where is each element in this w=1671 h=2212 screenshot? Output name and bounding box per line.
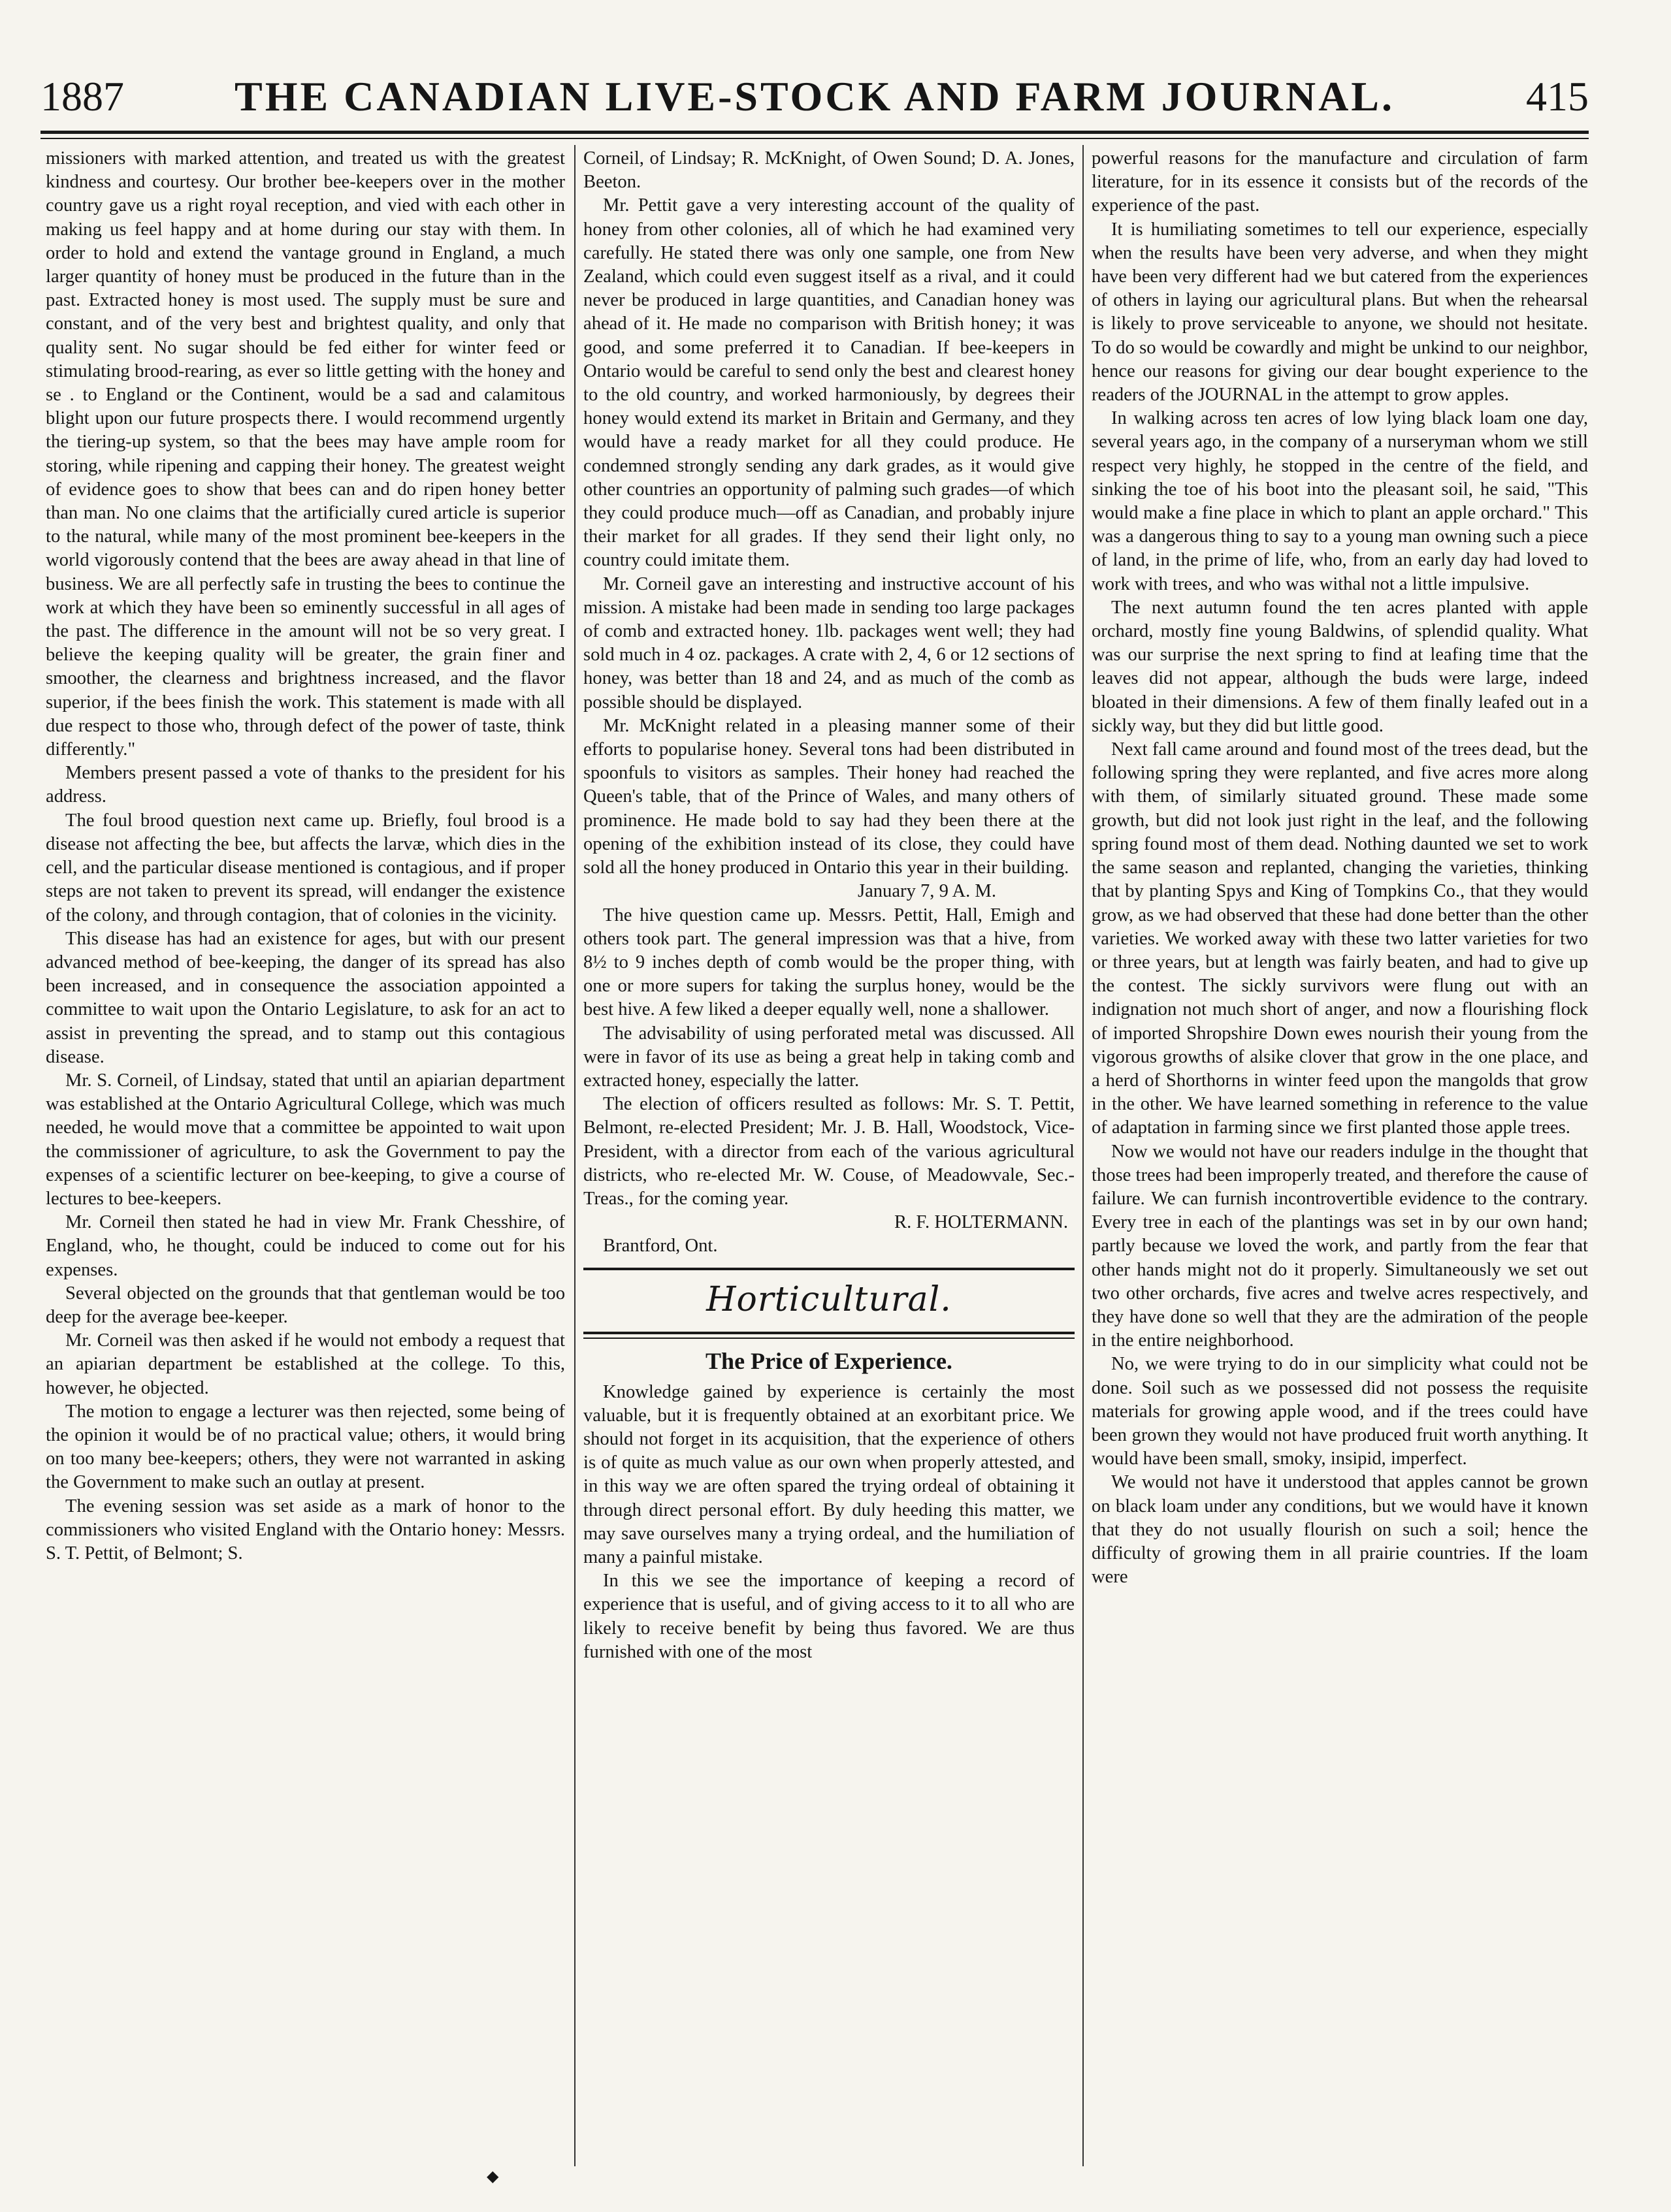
date-line: January 7, 9 A. M. (857, 881, 996, 902)
paragraph: powerful reasons for the manufacture and circulation of farm literature, for in its essence it consists but of the records of the experience of the past. (1092, 148, 1588, 216)
column-2 (583, 147, 1075, 2168)
paragraph: Mr. Corneil was then asked if he would not embody a request that an apiarian department be established at the college. To this, however, he objected. (46, 1330, 565, 1398)
paragraph: Mr. Pettit gave a very interesting account of the quality of honey from other colonies, all of which he had examined very carefully. He stated there was only one sample, one from New Zealand, which could even suggest itself as a rival, and it could never be produced in large quantities, and Canadian honey was ahead of it. He made no comparison with British honey; it was good, and some preferred it to Canadian. If bee-keepers in Ontario would be careful to send only the best and clearest honey to the old country, and worked harmoniously, by degrees their honey would extend its market in Britain and Germany, and they would have a ready market for all they could produce. He condemned strongly sending any dark grades, as it would give other countries an opportunity of palming such grades—of which they could produce much—off as Canadian, and probably injure their market for all grades. If they send their light only, no country could imitate them. (583, 195, 1075, 571)
paragraph: No, we were trying to do in our simplicity what could not be done. Soil such as we possessed did not possess the requisite materials for growing apple wood, and if the trees could have been grown they would not have produced fruit worth anything. It would have been small, smoky, insipid, imperfect. (1092, 1354, 1588, 1469)
author-signature: R. F. HOLTERMANN. (894, 1212, 1068, 1233)
footer-ornament: ◆ (487, 2168, 499, 2185)
paragraph: Mr. Corneil then stated he had in view Mr. Frank Chesshire, of England, who, he thought, could be induced to come out for his expenses. (46, 1212, 565, 1280)
column-separator (574, 145, 576, 2166)
paragraph: Several objected on the grounds that that gentleman would be too deep for the average bee-keeper. (46, 1283, 565, 1327)
header-rule-heavy (41, 131, 1589, 134)
paragraph: Now we would not have our readers indulge in the thought that those trees had been improperly treated, and therefore the cause of failure. We can furnish incontrovertible evidence to the contrary. Every tree in each of the plantings was set in by our own hand; partly because we loved the work, and partly from the fear that other hands might not do it properly. Simultaneously we set out two other orchards, five acres and twelve acres respectively, and they have done so well that they are the admiration of the people in the entire neighborhood. (1092, 1141, 1588, 1351)
page-number: 415 (1526, 73, 1589, 120)
section-rule-heavy (583, 1268, 1075, 1270)
paragraph: The advisability of using perforated metal was discussed. All were in favor of its use as being a great help in taking comb and extracted honey, especially the latter. (583, 1023, 1075, 1091)
column-separator (1082, 145, 1084, 2166)
header-rule-thin (41, 138, 1589, 139)
paragraph: The evening session was set aside as a mark of honor to the commissioners who visited England with the Ontario honey: Messrs. S. T. Pettit, of Belmont; S. (46, 1496, 565, 1563)
page-header (41, 71, 1589, 136)
column-3 (1092, 147, 1588, 2168)
paragraph: missioners with marked attention, and treated us with the greatest kindness and courtesy. Our brother bee-keepers over in the mother country gave us a right royal reception, and vied with each other in making us feel happy and at home during our stay with them. In order to hold and extend the vantage ground in England, a much larger quantity of honey must be produced in the future than in the past. Extracted honey is most used. The supply must be sure and constant, and of the very best and brightest quality, and only that quality sent. No sugar should be fed either for winter feed or stimulating brood-rearing, as ever so little getting with the honey and se . to England or the Continent, would be a sad and calamitous blight upon our future prospects there. I would recommend urgently the tiering-up system, so that the bees may have ample room for storing, while ripening and capping their honey. The greatest weight of evidence goes to show that bees can and do ripen honey better than man. No one claims that the artificially cured article is superior to the natural, while many of the most prominent bee-keepers in the world vigorously contend that the bees are away ahead in that line of business. We are all perfectly safe in trusting the bees to continue the work at which they have been so eminently successful in all ages of the past. The difference in the amount will not be so very great. I believe the keeping quality will be greater, the grain finer and smoother, the clearness and brightness increased, and the flavor superior, if the bees finish the work. This statement is made with all due respect to those who, through defect of the power of taste, think differently." (46, 148, 565, 760)
paragraph: The election of officers resulted as follows: Mr. S. T. Pettit, Belmont, re-elected President; Mr. J. B. Hall, Woodstock, Vice-President, with a director from each of the various agricultural districts, who re-elected Mr. W. Couse, of Meadowvale, Sec.-Treas., for the coming year. (583, 1094, 1075, 1209)
section-rule-heavy (583, 1332, 1075, 1334)
paragraph: Members present passed a vote of thanks to the president for his address. (46, 763, 565, 807)
header-year: 1887 (41, 73, 124, 120)
paragraph: We would not have it understood that apples cannot be grown on black loam under any conditions, but we would have it known that they do not usually flourish on such a soil; hence the difficulty of growing them in all prairie countries. If the loam were (1092, 1472, 1588, 1588)
paragraph: The next autumn found the ten acres planted with apple orchard, mostly fine young Baldwins, of splendid quality. What was our surprise the next spring to find at leafing time that the leaves did not appear, although the buds were large, indeed bloated in their dimensions. A few of them finally leafed out in a sickly way, but they did but little good. (1092, 597, 1588, 736)
section-rule-thin (583, 1338, 1075, 1339)
article-title: The Price of Experience. (706, 1347, 952, 1374)
paragraph: The foul brood question next came up. Briefly, foul brood is a disease not affecting the bee, but affects the larvæ, which dies in the cell, and the particular disease mentioned is contagious, and if proper steps are not taken to prevent its spread, will endanger the existence of the colony, and through contagion, that of colonies in the vicinity. (46, 810, 565, 925)
paragraph: The motion to engage a lecturer was then rejected, some being of the opinion it would be of no practical value; others, it would bring on too many bee-keepers; others, they were not warranted in asking the Government to make such an outlay at present. (46, 1401, 565, 1493)
paragraph: Mr. Corneil gave an interesting and instructive account of his mission. A mistake had been made in sending too large packages of comb and extracted honey. 1lb. packages went well; they had sold much in 4 oz. packages. A crate with 2, 4, 6 or 12 sections of honey, was better than 18 and 24, and as much of the comb as possible should be displayed. (583, 573, 1075, 713)
paragraph: In walking across ten acres of low lying black loam one day, several years ago, in the company of a nurseryman whom we still respect very highly, he stopped in the centre of the field, and sinking the toe of his boot into the pleasant soil, he said, "This would make a fine place in which to plant an apple orchard." This was a dangerous thing to say to a young man owning such a piece of land, in the prime of life, who, from an early day had loved to work with trees, and who was withal not a little impulsive. (1092, 408, 1588, 594)
journal-title: THE CANADIAN LIVE-STOCK AND FARM JOURNAL. (235, 73, 1395, 120)
paragraph: Corneil, of Lindsay; R. McKnight, of Owen Sound; D. A. Jones, Beeton. (583, 148, 1075, 193)
paragraph: Mr. McKnight related in a pleasing manner some of their efforts to popularise honey. Several tons had been distributed in spoonfuls to visitors as samples. Their honey had reached the Queen's table, that of the Prince of Wales, and many others of prominence. He made bold to say had they been there at the opening of the exhibition instead of its close, they could have sold all the honey produced in Ontario this year in their building. (583, 715, 1075, 878)
paragraph: This disease has had an existence for ages, but with our present advanced method of bee-keeping, the danger of its spread has also been increased, and in consequence the association appointed a committee to wait upon the Ontario Legislature, to ask for an act to assist in preventing the spread, and to stamp out this contagious disease. (46, 928, 565, 1067)
paragraph: Knowledge gained by experience is certainly the most valuable, but it is frequently obtained at an exorbitant price. We should not forget in its acquisition, that the experience of others is of quite as much value as our own when properly attested, and in this way we are often spared the trying ordeal of obtaining it through direct personal effort. By duly heeding this matter, we may save ourselves many a trying ordeal, and the humiliation of many a painful mistake. (583, 1381, 1075, 1567)
paragraph: It is humiliating sometimes to tell our experience, especially when the results have been very adverse, and when they might have been very different had we but catered from the experiences of others in laying our agricultural plans. But when the rehearsal is likely to prove serviceable to anyone, we should not hesitate. To do so would be cowardly and might be unkind to our neighbor, hence our reasons for giving our dear bought experience to the readers of the JOURNAL in the attempt to grow apples. (1092, 219, 1588, 406)
paragraph: In this we see the importance of keeping a record of experience that is useful, and of giving access to it to all who are likely to receive benefit by being thus favored. We are thus furnished with one of the most (583, 1571, 1075, 1662)
section-title: Horticultural. (706, 1279, 952, 1319)
author-location: Brantford, Ont. (603, 1236, 718, 1257)
paragraph: Mr. S. Corneil, of Lindsay, stated that until an apiarian department was established at the Ontario Agricultural College, which was much needed, he would move that a committee be appointed to wait upon the commissioner of agriculture, to ask the Government to pay the expenses of a scientific lecturer on bee-keeping, to give a course of lectures to bee-keepers. (46, 1070, 565, 1209)
column-1 (46, 147, 565, 2168)
paragraph: Next fall came around and found most of the trees dead, but the following spring they were replanted, and five acres more along with them, of similarly situated ground. These made some growth, but did not look just right in the leaf, and the following spring found most of them dead. Nothing daunted we set to work the same season and replanted, changing the varieties, thinking that by planting Spys and King of Tompkins Co., that they would grow, as we had observed that these had done better than the other varieties. We worked away with these two latter varieties for two or three years, but at length was fairly beaten, and had to give up the contest. The sickly survivors were flung out with an indignation not much short of anger, and now a flourishing flock of imported Shropshire Down ewes nourish their young from the vigorous growths of alsike clover that grow in the one place, and a herd of Shorthorns in winter feed upon the mangolds that grow in the other. We have learned something in reference to the value of adaptation in farming since we first planted those apple trees. (1092, 739, 1588, 1138)
paragraph: The hive question came up. Messrs. Pettit, Hall, Emigh and others took part. The general impression was that a hive, from 8½ to 9 inches depth of comb would be the proper thing, with one or more supers for taking the surplus honey, would be the best hive. A few liked a deeper equally well, none a shallower. (583, 905, 1075, 1020)
